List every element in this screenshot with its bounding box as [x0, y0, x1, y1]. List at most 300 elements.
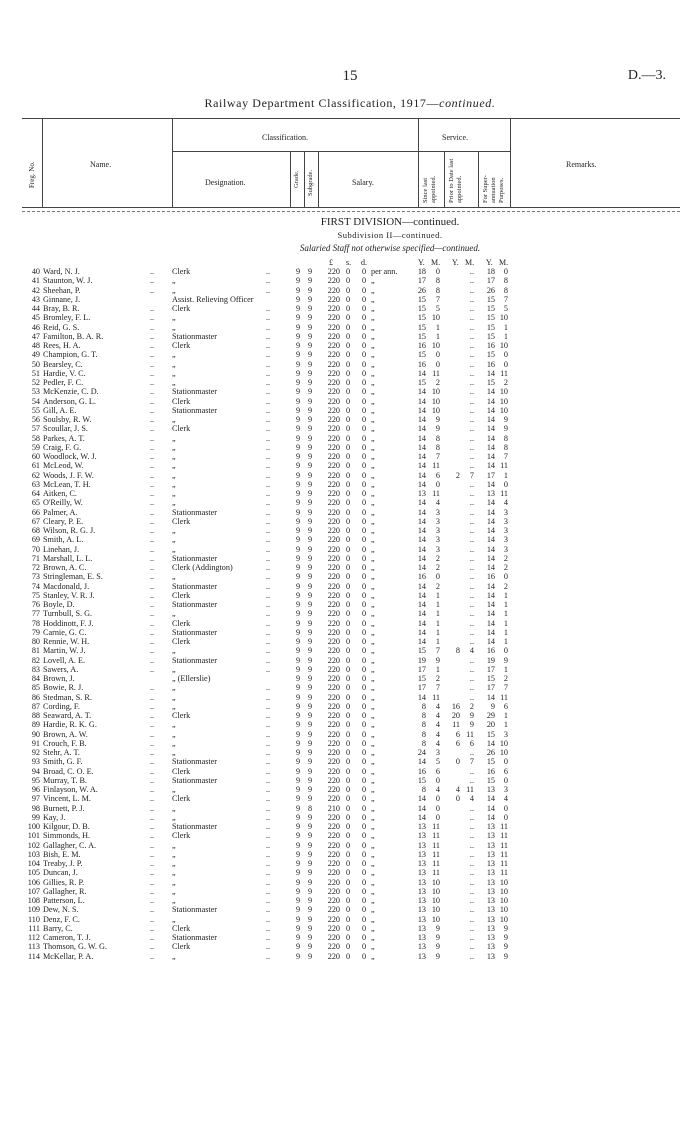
subgrade-cell: 9 [307, 785, 313, 794]
grade-cell: 9 [295, 544, 301, 554]
salary-pounds-cell: 220 [327, 766, 340, 776]
subgrade-cell: 9 [307, 896, 313, 905]
leader-dots: .. [150, 442, 155, 452]
since-last-years-cell: 14 [417, 368, 426, 378]
table-row [0, 350, 700, 359]
salary-pence-cell: 0 [361, 766, 367, 776]
since-last-years-cell: 14 [417, 692, 426, 702]
super-years-cell: 14 [486, 803, 495, 813]
leader-dots: .. [150, 609, 155, 619]
salary-pounds-cell: 220 [327, 886, 340, 896]
salary-period-cell: „ [371, 470, 375, 480]
salary-shillings-cell: 0 [345, 341, 351, 350]
leader-dots: .. [150, 914, 155, 924]
subgrade-cell: 9 [307, 664, 313, 674]
salary-shillings-cell: 0 [345, 387, 351, 397]
super-years-cell: 15 [486, 378, 495, 387]
table-row [0, 859, 700, 868]
designation-cell: „ [172, 849, 176, 859]
super-months-cell: 10 [499, 905, 508, 915]
since-last-years-cell: 17 [417, 683, 426, 693]
salary-pence-cell: 0 [361, 803, 367, 813]
leader-dots: .. [150, 322, 155, 332]
super-years-cell: 14 [486, 461, 495, 471]
since-last-months-cell: 11 [432, 831, 440, 841]
prior-years-cell: 0 [455, 757, 460, 767]
super-years-cell: 16 [486, 359, 495, 369]
designation-cell: „ [172, 720, 176, 730]
since-last-months-cell: 4 [435, 720, 440, 730]
prior-months-cell: .. [469, 359, 474, 369]
salary-shillings-cell: 0 [345, 526, 351, 535]
salary-shillings-cell: 0 [345, 748, 351, 757]
leader-dots: .. [266, 553, 271, 563]
prior-months-cell: .. [469, 905, 474, 915]
table-row [0, 545, 700, 554]
super-years-cell: 9 [490, 701, 495, 711]
since-last-years-cell: 13 [417, 877, 426, 887]
name-cell: Palmer, A. [43, 507, 78, 517]
salary-period-cell: „ [371, 359, 375, 369]
leader-dots: .. [150, 655, 155, 665]
salary-period-cell: „ [371, 868, 375, 878]
reg-no-cell: 98 [31, 803, 40, 813]
since-last-years-cell: 14 [417, 396, 426, 406]
since-last-years-cell: 14 [417, 757, 426, 767]
since-last-years-cell: 24 [417, 748, 426, 757]
subgrade-cell: 9 [307, 387, 313, 397]
super-years-cell: 15 [486, 350, 495, 360]
leader-dots: .. [150, 553, 155, 563]
reg-no-cell: 94 [31, 766, 40, 776]
subgrade-cell: 9 [307, 794, 313, 804]
reg-no-cell: 114 [28, 951, 40, 961]
super-years-cell: 13 [486, 489, 495, 498]
super-years-cell: 15 [486, 729, 495, 739]
grade-cell: 9 [295, 868, 301, 878]
since-last-months-cell: 4 [435, 738, 440, 748]
leader-dots: .. [266, 951, 271, 961]
grade-cell: 9 [295, 766, 301, 776]
salary-period-cell: „ [371, 914, 375, 924]
salary-period-cell: „ [371, 415, 375, 424]
name-cell: Anderson, G. L. [43, 396, 96, 406]
salary-shillings-cell: 0 [345, 276, 351, 286]
leader-dots: .. [150, 905, 155, 915]
since-last-years-cell: 14 [417, 581, 426, 591]
designation-cell: „ [172, 701, 176, 711]
name-cell: Brown, J. [43, 674, 75, 683]
name-cell: Macdonald, J. [43, 581, 90, 591]
super-months-cell: 2 [503, 563, 508, 572]
reg-no-cell: 102 [27, 840, 40, 850]
since-last-years-cell: 8 [421, 785, 426, 794]
salary-pounds-cell: 220 [327, 563, 340, 572]
super-years-cell: 13 [486, 849, 495, 859]
grade-cell: 9 [295, 387, 301, 397]
prior-months-cell: .. [469, 923, 474, 933]
salary-shillings-cell: 0 [345, 720, 351, 730]
salary-shillings-cell: 0 [345, 914, 351, 924]
leader-dots: .. [266, 452, 271, 461]
salary-pence-cell: 0 [361, 350, 367, 360]
salary-shillings-cell: 0 [345, 442, 351, 452]
prior-months-cell: .. [469, 942, 474, 952]
grade-cell: 9 [295, 655, 301, 665]
prior-months-cell: .. [469, 683, 474, 693]
designation-cell: Stationmaster [172, 507, 218, 517]
since-last-months-cell: 11 [432, 822, 440, 831]
leader-dots: .. [150, 822, 155, 831]
salary-pounds-cell: 220 [327, 433, 340, 443]
salary-shillings-cell: 0 [345, 405, 351, 415]
salary-period-cell: „ [371, 387, 375, 397]
super-years-cell: 14 [486, 498, 495, 508]
designation-cell: Stationmaster [172, 655, 218, 665]
leader-dots: .. [266, 405, 271, 415]
leader-dots: .. [266, 581, 271, 591]
leader-dots: .. [266, 627, 271, 637]
salary-period-cell: „ [371, 822, 375, 831]
prior-months-cell: .. [469, 618, 474, 628]
since-last-months-cell: 8 [435, 276, 440, 286]
grade-cell: 9 [295, 526, 301, 535]
reg-no-cell: 104 [27, 859, 40, 868]
leader-dots: .. [266, 322, 271, 332]
table-row [0, 896, 700, 905]
super-months-cell: 1 [503, 711, 508, 720]
salary-shillings-cell: 0 [345, 489, 351, 498]
subgrade-cell: 9 [307, 424, 313, 434]
salary-period-cell: „ [371, 609, 375, 619]
since-last-months-cell: 11 [432, 461, 440, 471]
grade-cell: 9 [295, 794, 301, 804]
grade-cell: 9 [295, 479, 301, 489]
table-row [0, 665, 700, 674]
grade-cell: 9 [295, 618, 301, 628]
since-last-years-cell: 13 [417, 822, 426, 831]
name-cell: Sawers, A. [43, 664, 79, 674]
header-top-rule [22, 118, 680, 119]
table-row [0, 397, 700, 406]
reg-no-cell: 58 [31, 433, 40, 443]
leader-dots: .. [150, 766, 155, 776]
table-row [0, 785, 700, 794]
reg-no-cell: 89 [31, 720, 40, 730]
salary-pounds-cell: 220 [327, 914, 340, 924]
subgrade-cell: 9 [307, 294, 313, 304]
since-last-months-cell: 10 [431, 387, 440, 397]
leader-dots: .. [266, 905, 271, 915]
since-last-years-cell: 15 [417, 674, 426, 683]
designation-cell: „ [172, 322, 176, 332]
leader-dots: .. [266, 868, 271, 878]
table-row [0, 794, 700, 803]
prior-months-cell: .. [469, 951, 474, 961]
designation-cell: „ [172, 544, 176, 554]
reg-no-cell: 76 [31, 600, 40, 609]
salary-pence-cell: 0 [361, 729, 367, 739]
designation-cell: „ [172, 785, 176, 794]
leader-dots: .. [150, 535, 155, 545]
grade-cell: 9 [295, 600, 301, 609]
name-cell: Gillies, R. P. [43, 877, 85, 887]
super-months-cell: 10 [499, 886, 508, 896]
prior-months-cell: .. [469, 748, 474, 757]
super-months-cell: 10 [499, 877, 508, 887]
prior-months-cell: 9 [469, 720, 474, 730]
super-months-cell: 10 [499, 748, 508, 757]
since-last-months-cell: 7 [435, 294, 440, 304]
salary-pounds-cell: 220 [327, 313, 340, 323]
salary-pounds-cell: 220 [327, 516, 340, 526]
super-months-cell: 0 [503, 267, 508, 276]
subgrade-cell: 9 [307, 378, 313, 387]
leader-dots: .. [266, 803, 271, 813]
reg-no-cell: 50 [31, 359, 40, 369]
prior-months-cell: .. [469, 766, 474, 776]
designation-cell: Clerk (Addington) [172, 563, 233, 572]
reg-no-cell: 80 [31, 637, 40, 646]
designation-cell: Clerk [172, 831, 191, 841]
leader-dots: .. [266, 368, 271, 378]
salary-period-cell: „ [371, 859, 375, 868]
since-last-years-cell: 13 [417, 951, 426, 961]
header-subgrade: Subgrade. [307, 169, 314, 196]
subgrade-cell: 8 [307, 803, 313, 813]
salary-pounds-cell: 220 [327, 572, 340, 582]
salary-period-cell: „ [371, 276, 375, 286]
salary-pence-cell: 0 [361, 646, 367, 656]
salary-pounds-cell: 220 [327, 923, 340, 933]
since-last-months-cell: 10 [431, 886, 440, 896]
salary-period-cell: „ [371, 646, 375, 656]
leader-dots: .. [150, 757, 155, 767]
leader-dots: .. [150, 729, 155, 739]
leader-dots: .. [150, 433, 155, 443]
since-last-years-cell: 16 [417, 341, 426, 350]
grade-cell: 9 [295, 267, 301, 276]
salary-shillings-cell: 0 [345, 331, 351, 341]
leader-dots: .. [266, 479, 271, 489]
leader-dots: .. [266, 775, 271, 785]
leader-dots: .. [150, 812, 155, 822]
leader-dots: .. [150, 942, 155, 952]
grade-cell: 9 [295, 738, 301, 748]
super-months-cell: 11 [500, 461, 508, 471]
leader-dots: .. [150, 285, 155, 295]
super-months-cell: 11 [500, 368, 508, 378]
reg-no-cell: 55 [31, 405, 40, 415]
grade-cell: 9 [295, 757, 301, 767]
since-last-years-cell: 14 [417, 442, 426, 452]
since-last-months-cell: 9 [435, 655, 440, 665]
reg-no-cell: 113 [28, 942, 40, 952]
super-months-cell: 8 [503, 442, 508, 452]
reg-no-cell: 43 [31, 294, 40, 304]
designation-cell: „ [172, 738, 176, 748]
prior-years-cell: 2 [455, 470, 460, 480]
table-row [0, 387, 700, 396]
name-cell: Stanley, V. R. J. [43, 590, 95, 600]
salary-shillings-cell: 0 [345, 535, 351, 545]
since-last-years-cell: 13 [417, 859, 426, 868]
since-last-months-cell: 11 [432, 692, 440, 702]
subgrade-cell: 9 [307, 933, 313, 942]
prior-months-cell: .. [469, 294, 474, 304]
salary-pounds-cell: 220 [327, 489, 340, 498]
designation-cell: „ [172, 359, 176, 369]
name-cell: Woodlock, W. J. [43, 452, 97, 461]
name-cell: Cleary, P. E. [43, 516, 84, 526]
designation-cell: Clerk [172, 267, 191, 276]
prior-months-cell: .. [469, 452, 474, 461]
table-row [0, 952, 700, 961]
super-months-cell: 9 [503, 655, 508, 665]
designation-cell: „ [172, 886, 176, 896]
salary-pence-cell: 0 [361, 738, 367, 748]
salary-period-cell: „ [371, 886, 375, 896]
super-years-cell: 13 [486, 877, 495, 887]
salary-pence-cell: 0 [361, 304, 367, 313]
subgrade-cell: 9 [307, 479, 313, 489]
super-months-cell: 10 [499, 738, 508, 748]
reg-no-cell: 67 [31, 516, 40, 526]
name-cell: Rees, H. A. [43, 341, 81, 350]
table-row [0, 887, 700, 896]
subgrade-cell: 9 [307, 627, 313, 637]
super-months-cell: 9 [503, 933, 508, 942]
salary-pounds-cell: 220 [327, 526, 340, 535]
leader-dots: .. [266, 859, 271, 868]
col-divider [478, 151, 479, 207]
since-last-years-cell: 15 [417, 646, 426, 656]
salary-pounds-cell: 220 [327, 618, 340, 628]
super-years-cell: 14 [486, 581, 495, 591]
super-months-cell: 0 [503, 572, 508, 582]
super-years-cell: 14 [486, 368, 495, 378]
prior-months-cell: .. [469, 276, 474, 286]
salary-shillings-cell: 0 [345, 822, 351, 831]
salary-shillings-cell: 0 [345, 840, 351, 850]
since-last-months-cell: 3 [435, 526, 440, 535]
subgrade-cell: 9 [307, 609, 313, 619]
prior-months-cell: .. [469, 304, 474, 313]
since-last-months-cell: 11 [432, 859, 440, 868]
reg-no-cell: 97 [31, 794, 40, 804]
grade-cell: 9 [295, 498, 301, 508]
salary-period-cell: „ [371, 627, 375, 637]
document-reference: D.—3. [627, 68, 666, 83]
salary-period-cell: „ [371, 452, 375, 461]
name-cell: Staunton, W. J. [43, 276, 93, 286]
reg-no-cell: 90 [31, 729, 40, 739]
designation-cell: „ [172, 868, 176, 878]
prior-months-cell: 4 [469, 794, 474, 804]
salary-period-cell: „ [371, 877, 375, 887]
salary-shillings-cell: 0 [345, 415, 351, 424]
since-last-months-cell: 1 [435, 618, 440, 628]
super-years-cell: 26 [486, 285, 495, 295]
leader-dots: .. [266, 433, 271, 443]
since-last-months-cell: 0 [435, 812, 440, 822]
since-last-months-cell: 0 [435, 572, 440, 582]
since-last-months-cell: 0 [435, 794, 440, 804]
since-last-years-cell: 14 [417, 452, 426, 461]
table-row [0, 286, 700, 295]
designation-cell: Clerk [172, 637, 191, 646]
since-last-months-cell: 9 [435, 923, 440, 933]
salary-period-cell: „ [371, 341, 375, 350]
prior-months-cell: 11 [466, 785, 474, 794]
subgrade-cell: 9 [307, 618, 313, 628]
leader-dots: .. [150, 868, 155, 878]
name-cell: Pedler, F. C. [43, 378, 84, 387]
leader-dots: .. [266, 812, 271, 822]
salary-pence-cell: 0 [361, 720, 367, 730]
grade-cell: 9 [295, 831, 301, 841]
table-row [0, 748, 700, 757]
designation-cell: „ [172, 378, 176, 387]
prior-months-cell: .. [469, 812, 474, 822]
subgrade-cell: 9 [307, 526, 313, 535]
super-months-cell: 1 [503, 720, 508, 730]
subgrade-cell: 9 [307, 812, 313, 822]
name-cell: Gallagher, C. A. [43, 840, 97, 850]
super-months-cell: 0 [503, 479, 508, 489]
leader-dots: .. [266, 276, 271, 286]
super-months-cell: 3 [503, 544, 508, 554]
salary-pence-cell: 0 [361, 553, 367, 563]
table-row [0, 406, 700, 415]
since-last-years-cell: 14 [417, 461, 426, 471]
salary-pounds-cell: 220 [327, 415, 340, 424]
name-cell: Wilson, R. G. J. [43, 526, 96, 535]
designation-cell: Clerk [172, 516, 191, 526]
designation-cell: Clerk [172, 711, 191, 720]
reg-no-cell: 101 [27, 831, 40, 841]
designation-cell: Stationmaster [172, 905, 218, 915]
leader-dots: .. [266, 711, 271, 720]
leader-dots: .. [150, 331, 155, 341]
name-cell: Stedman, S. R. [43, 692, 92, 702]
table-row [0, 341, 700, 350]
table-row [0, 850, 700, 859]
unit-shillings: s. [346, 258, 352, 267]
prior-months-cell: .. [469, 775, 474, 785]
grade-cell: 9 [295, 350, 301, 360]
since-last-years-cell: 13 [417, 886, 426, 896]
salary-pence-cell: 0 [361, 711, 367, 720]
since-last-years-cell: 14 [417, 433, 426, 443]
salary-pence-cell: 0 [361, 674, 367, 683]
title-main: Railway Department Classification, 1917— [204, 96, 440, 110]
reg-no-cell: 109 [27, 905, 40, 915]
reg-no-cell: 96 [31, 785, 40, 794]
salary-shillings-cell: 0 [345, 433, 351, 443]
leader-dots: .. [150, 840, 155, 850]
grade-cell: 9 [295, 424, 301, 434]
salary-pounds-cell: 220 [327, 267, 340, 276]
prior-months-cell: .. [469, 581, 474, 591]
prior-years-cell: 20 [451, 711, 460, 720]
table-row [0, 933, 700, 942]
since-last-months-cell: 1 [435, 609, 440, 619]
col-divider [290, 151, 291, 207]
subgrade-cell: 9 [307, 914, 313, 924]
name-cell: Vincent, L. M. [43, 794, 91, 804]
salary-pence-cell: 0 [361, 276, 367, 286]
